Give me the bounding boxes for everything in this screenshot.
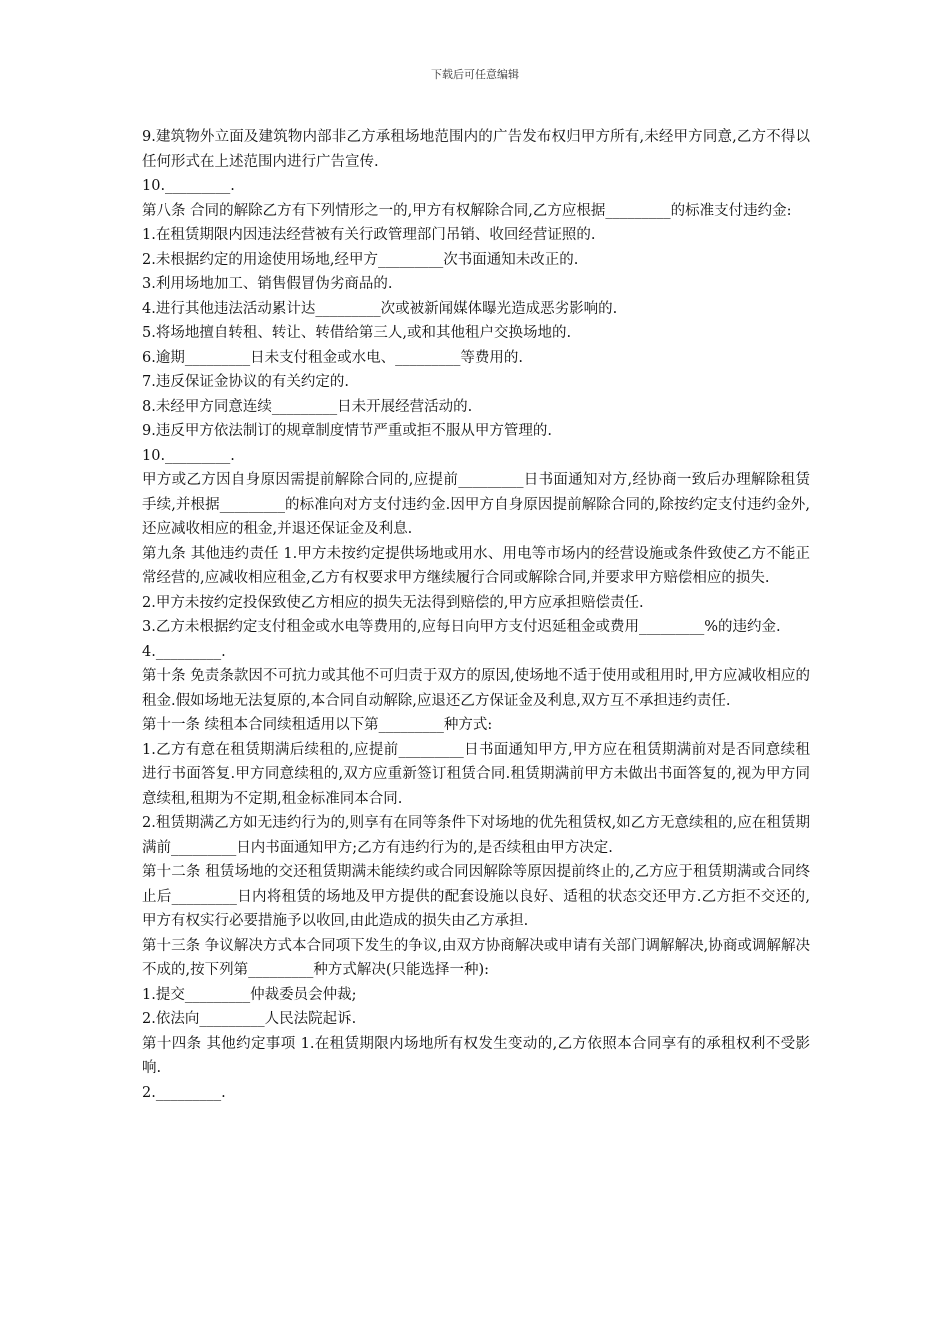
paragraph: 1.乙方有意在租赁期满后续租的,应提前_________日书面通知甲方,甲方应在租赁期满前对是否同意续租进行书面答复.甲方同意续租的,双方应重新签订租赁合同.租赁期满前甲方未做出书面答复的,视为甲方同意续租,租期为不定期,租金标准同本合同. [142, 741, 810, 807]
paragraph: 第十二条 租赁场地的交还租赁期满未能续约或合同因解除等原因提前终止的,乙方应于租赁期满或合同终止后_________日内将租赁的场地及甲方提供的配套设施以良好、适租的状态交还甲方.乙方拒不交还的,甲方有权实行必要措施予以收回,由此造成的损失由乙方承担. [142, 864, 810, 929]
paragraph: 9.违反甲方依法制订的规章制度情节严重或拒不服从甲方管理的. [142, 423, 552, 439]
paragraph: 第九条 其他违约责任 1.甲方未按约定提供场地或用水、用电等市场内的经营设施或条件致使乙方不能正常经营的,应减收相应租金,乙方有权要求甲方继续履行合同或解除合同,并要求甲方赔偿相应的损失. [142, 545, 810, 586]
paragraph: 3.利用场地加工、销售假冒伪劣商品的. [142, 276, 393, 292]
paragraph: 9.建筑物外立面及建筑物内部非乙方承租场地范围内的广告发布权归甲方所有,未经甲方同意,乙方不得以任何形式在上述范围内进行广告宣传. [142, 129, 810, 170]
paragraph: 6.逾期_________日未支付租金或水电、_________等费用的. [142, 349, 523, 366]
paragraph: 2._________. [142, 1084, 226, 1101]
paragraph: 甲方或乙方因自身原因需提前解除合同的,应提前_________日书面通知对方,经协商一致后办理解除租赁手续,并根据_________的标准向对方支付违约金.因甲方自身原因提前解除合同的,除按约定支付违约金外,还应减收相应的租金,并退还保证金及利息. [142, 472, 810, 537]
paragraph: 4.进行其他违法活动累计达_________次或被新闻媒体曝光造成恶劣影响的. [142, 300, 618, 317]
paragraph: 7.违反保证金协议的有关约定的. [142, 374, 349, 390]
paragraph: 2.甲方未按约定投保致使乙方相应的损失无法得到赔偿的,甲方应承担赔偿责任. [142, 594, 644, 611]
paragraph: 第十条 免责条款因不可抗力或其他不可归责于双方的原因,使场地不适于使用或租用时,甲方应减收相应的租金.假如场地无法复原的,本合同自动解除,应退还乙方保证金及利息,双方互不承担违约责任. [142, 668, 810, 709]
document-body [142, 125, 810, 1105]
paragraph: 8.未经甲方同意连续_________日未开展经营活动的. [142, 398, 473, 415]
paragraph: 1.提交_________仲裁委员会仲裁; [142, 986, 357, 1003]
paragraph: 第十一条 续租本合同续租适用以下第_________种方式: [142, 717, 493, 733]
paragraph: 2.依法向_________人民法院起诉. [142, 1011, 357, 1027]
paragraph: 10._________. [142, 447, 235, 464]
paragraph: 1.在租赁期限内因违法经营被有关行政管理部门吊销、收回经营证照的. [142, 227, 596, 243]
paragraph: 第十四条 其他约定事项 1.在租赁期限内场地所有权发生变动的,乙方依照本合同享有的承租权利不受影响. [142, 1035, 810, 1076]
paragraph: 2.未根据约定的用途使用场地,经甲方_________次书面通知未改正的. [142, 251, 579, 268]
paragraph: 4._________. [142, 643, 226, 660]
paragraph: 5.将场地擅自转租、转让、转借给第三人,或和其他租户交换场地的. [142, 325, 572, 341]
paragraph: 第八条 合同的解除乙方有下列情形之一的,甲方有权解除合同,乙方应根据_________的标准支付违约金: [142, 202, 792, 219]
paragraph: 10._________. [142, 178, 235, 194]
paragraph: 第十三条 争议解决方式本合同项下发生的争议,由双方协商解决或申请有关部门调解解决,协商或调解解决不成的,按下列第_________种方式解决(只能选择一种): [142, 937, 810, 978]
paragraph: 3.乙方未根据约定支付租金或水电等费用的,应每日向甲方支付迟延租金或费用_________%的违约金. [142, 619, 781, 635]
paragraph: 2.租赁期满乙方如无违约行为的,则享有在同等条件下对场地的优先租赁权,如乙方无意续租的,应在租赁期满前_________日内书面通知甲方;乙方有违约行为的,是否续租由甲方决定. [142, 815, 810, 856]
page-header: 下载后可任意编辑 [431, 68, 519, 81]
